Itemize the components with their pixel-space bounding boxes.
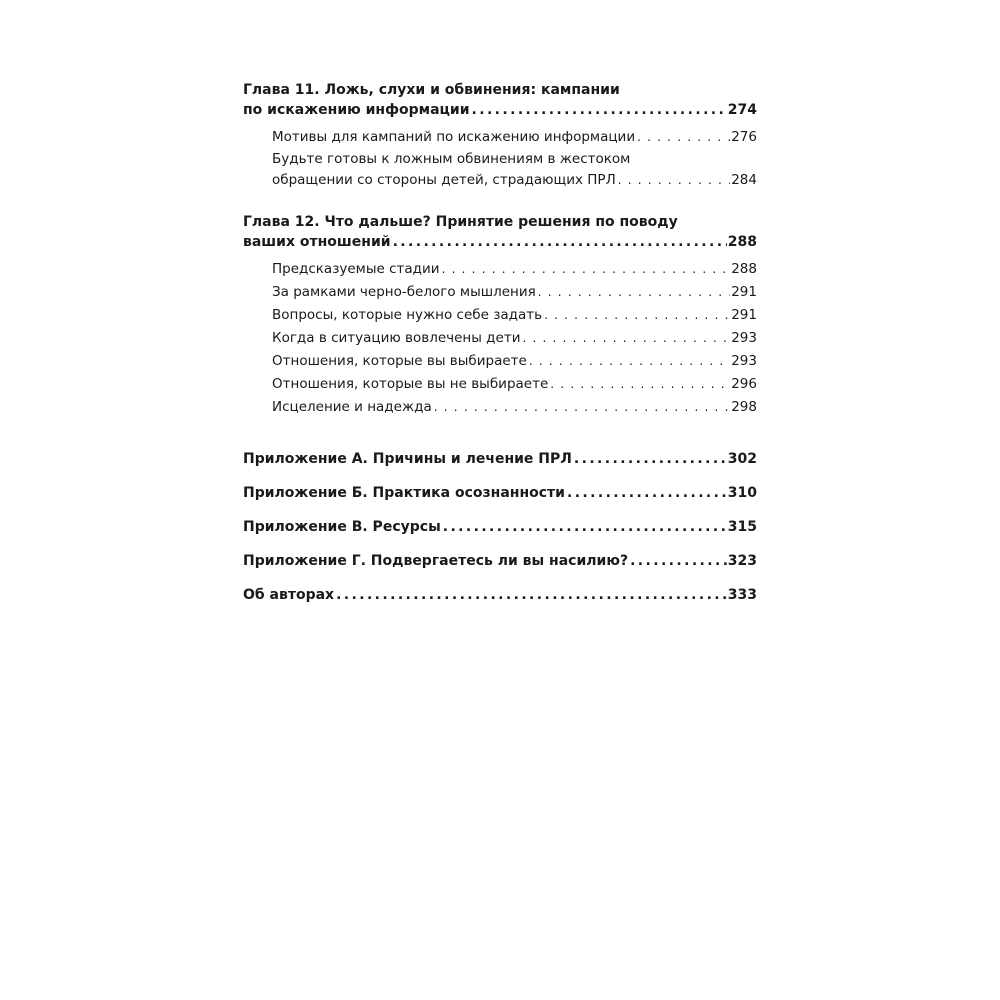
dot-leader xyxy=(550,373,730,396)
about-authors-page: 333 xyxy=(727,587,757,603)
appendix-page: 310 xyxy=(727,485,757,501)
section-page: 276 xyxy=(731,129,757,145)
section-title: Предсказуемые стадии xyxy=(272,261,440,277)
dot-leader xyxy=(472,100,727,120)
table-of-contents xyxy=(243,80,757,605)
appendix-entry xyxy=(243,517,757,537)
section-page: 291 xyxy=(731,307,757,323)
section-title: обращении со стороны детей, страдающих ПРЛ xyxy=(272,172,616,188)
section-title: Отношения, которые вы выбираете xyxy=(272,353,527,369)
chapter-11-entry xyxy=(243,80,757,192)
chapter-12-title-line1: Глава 12. Что дальше? Принятие решения по поводу xyxy=(243,214,678,230)
section-entry xyxy=(272,373,757,396)
dot-leader xyxy=(442,258,731,281)
section-page: 284 xyxy=(731,172,757,188)
appendix-entry xyxy=(243,551,757,571)
section-page: 291 xyxy=(731,284,757,300)
appendix-title: Приложение Б. Практика осознанности xyxy=(243,485,565,501)
about-authors-title: Об авторах xyxy=(243,587,335,603)
section-entry xyxy=(272,304,757,327)
about-authors-entry xyxy=(243,585,757,605)
dot-leader xyxy=(538,281,730,304)
appendix-title: Приложение В. Ресурсы xyxy=(243,519,441,535)
chapter-12-entry xyxy=(243,212,757,419)
appendix-page: 323 xyxy=(727,553,757,569)
appendix-page: 302 xyxy=(727,451,757,467)
chapter-11-title-line1: Глава 11. Ложь, слухи и обвинения: кампании xyxy=(243,82,620,98)
section-title-line1: Будьте готовы к ложным обвинениям в жестоком xyxy=(272,151,631,167)
section-title: Исцеление и надежда xyxy=(272,399,432,415)
dot-leader xyxy=(336,585,727,605)
dot-leader xyxy=(522,327,730,350)
appendix-entry xyxy=(243,449,757,469)
section-title: Мотивы для кампаний по искажению информации xyxy=(272,129,636,145)
section-entry xyxy=(272,281,757,304)
section-title: Отношения, которые вы не выбираете xyxy=(272,376,549,392)
dot-leader xyxy=(637,126,730,149)
section-page: 293 xyxy=(731,353,757,369)
chapter-12-page: 288 xyxy=(727,234,757,250)
dot-leader xyxy=(443,517,727,537)
dot-leader xyxy=(630,551,727,571)
section-entry xyxy=(272,396,757,419)
dot-leader xyxy=(567,483,727,503)
section-page: 293 xyxy=(731,330,757,346)
appendix-entry xyxy=(243,483,757,503)
section-entry xyxy=(272,350,757,373)
appendix-page: 315 xyxy=(727,519,757,535)
chapter-12-title-line2: ваших отношений xyxy=(243,234,391,250)
section-title: Когда в ситуацию вовлечены дети xyxy=(272,330,521,346)
section-entry xyxy=(272,258,757,281)
section-page: 288 xyxy=(731,261,757,277)
appendix-title: Приложение А. Причины и лечение ПРЛ xyxy=(243,451,572,467)
dot-leader xyxy=(393,232,727,252)
chapter-11-title-line2: по искажению информации xyxy=(243,102,470,118)
section-page: 298 xyxy=(731,399,757,415)
dot-leader xyxy=(434,396,730,419)
section-entry xyxy=(272,126,757,149)
section-title: За рамками черно-белого мышления xyxy=(272,284,536,300)
section-entry xyxy=(272,169,757,192)
dot-leader xyxy=(574,449,727,469)
dot-leader xyxy=(544,304,730,327)
section-page: 296 xyxy=(731,376,757,392)
section-entry xyxy=(272,327,757,350)
section-title: Вопросы, которые нужно себе задать xyxy=(272,307,543,323)
dot-leader xyxy=(618,169,731,192)
appendix-title: Приложение Г. Подвергаетесь ли вы насилию? xyxy=(243,553,629,569)
chapter-11-page: 274 xyxy=(727,102,757,118)
dot-leader xyxy=(529,350,730,373)
